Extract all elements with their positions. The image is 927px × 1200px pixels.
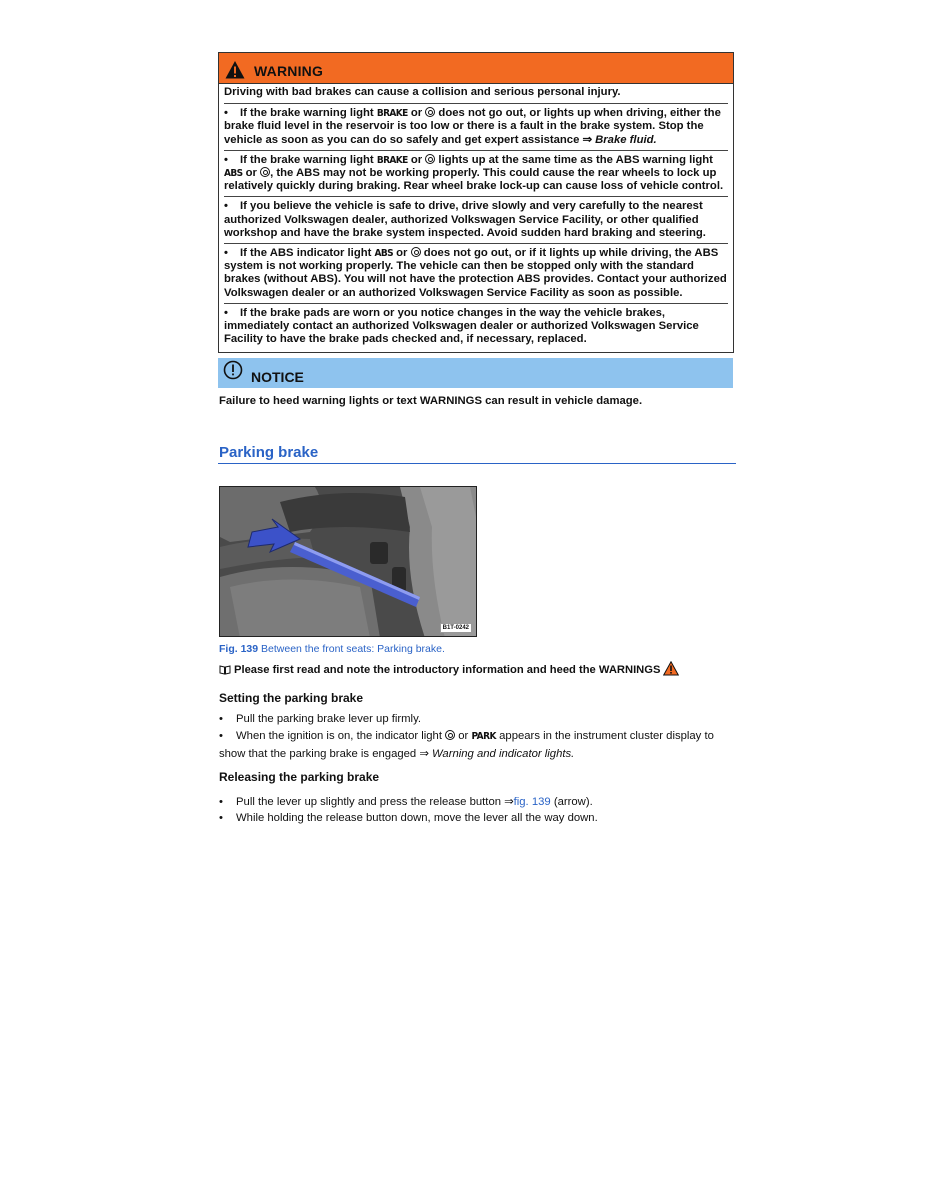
warning-item <box>224 304 728 350</box>
warning-text: , the ABS may not be working properly. This could cause the rear wheels to lock up relatively quickly during braking. Rear wheel brake lock-up can cause loss of vehicle control. <box>224 167 724 193</box>
warning-text: does not go out, or lights up when driving, either the brake fluid level in the reservoir is too low or there is a fault in the brake system. Stop the vehicle as soon as you can do so safely and get expert assistance ⇒ <box>224 107 721 146</box>
figure-caption-text: Between the front seats: Parking brake. <box>258 643 445 655</box>
releasing-step-text: While holding the release button down, move the lever all the way down. <box>236 812 598 824</box>
brake-fluid-ref: Brake fluid. <box>595 133 657 146</box>
setting-step-text: When the ignition is on, the indicator light <box>236 730 446 742</box>
warning-title: WARNING <box>254 63 324 79</box>
releasing-step <box>219 812 598 824</box>
warning-text: or <box>407 153 426 166</box>
bullet: • <box>224 306 228 319</box>
brake-circle-icon <box>425 107 435 117</box>
warning-text: does not go out, or if it lights up while driving, the ABS system is not working properly. The vehicle can then be stopped only with the standard brakes (without ABS). You will not have the protection ABS provides. Contact your authorized Volkswagen dealer or an authorized Volkswagen Service Facility as soon as possible. <box>224 247 727 299</box>
setting-step-text: or <box>455 730 472 742</box>
exclamation-circle-icon <box>223 360 243 380</box>
bullet: • <box>219 796 223 808</box>
read-first-text: Please first read and note the introductory information and heed the WARNINGS <box>234 664 661 676</box>
figure-label: Fig. 139 <box>219 643 259 655</box>
setting-step-text: Pull the parking brake lever up firmly. <box>236 713 422 725</box>
abs-symbol: ABS <box>224 168 243 180</box>
setting-step-text: show that the parking brake is engaged ⇒ <box>219 748 432 760</box>
abs-circle-icon <box>411 247 421 257</box>
warning-triangle-icon <box>663 661 679 676</box>
warning-lead: Driving with bad brakes can cause a collision and serious personal injury. <box>224 86 728 104</box>
setting-step-text: appears in the instrument cluster display to <box>496 730 714 742</box>
bullet: • <box>219 730 223 742</box>
setting-step-continued <box>219 747 574 760</box>
warning-triangle-icon <box>225 60 245 80</box>
warning-body <box>219 84 733 352</box>
setting-heading: Setting the parking brake <box>219 691 364 705</box>
brake-symbol: BRAKE <box>376 108 408 120</box>
setting-step <box>219 713 421 725</box>
warning-text: or <box>393 247 411 260</box>
bullet: • <box>224 107 228 120</box>
section-divider <box>218 463 736 464</box>
bullet: • <box>224 247 228 260</box>
warning-header <box>219 53 733 84</box>
notice-title: NOTICE <box>251 368 304 385</box>
warning-text: or <box>407 107 426 120</box>
brake-symbol: BRAKE <box>376 154 408 166</box>
setting-step <box>219 730 714 742</box>
brake-circle-icon <box>425 154 435 164</box>
releasing-step-text: (arrow). <box>550 796 593 808</box>
notice-text: Failure to heed warning lights or text WARNINGS can result in vehicle damage. <box>219 395 643 407</box>
warning-lights-ref: Warning and indicator lights. <box>431 748 575 760</box>
warning-text: If the brake warning light <box>240 107 377 120</box>
figure-code: B1T-0242 <box>440 623 472 633</box>
releasing-step <box>219 795 593 808</box>
figure-link[interactable]: fig. 139 <box>513 796 551 808</box>
warning-item <box>224 151 728 198</box>
section-title: Parking brake <box>219 444 319 461</box>
bullet: • <box>224 153 228 166</box>
warning-text: or <box>242 167 261 180</box>
releasing-heading: Releasing the parking brake <box>219 770 380 784</box>
park-symbol: PARK <box>471 731 496 742</box>
bullet: • <box>219 713 223 725</box>
parking-brake-illustration <box>220 487 477 637</box>
warning-text: lights up at the same time as the ABS warning light <box>435 153 713 166</box>
figure-caption <box>219 643 445 655</box>
releasing-step-text: Pull the lever up slightly and press the release button ⇒ <box>236 796 514 808</box>
abs-symbol: ABS <box>374 248 394 260</box>
bullet: • <box>219 812 223 824</box>
read-first-note <box>219 664 679 676</box>
notice-header <box>218 358 733 388</box>
warning-text: If the ABS indicator light <box>240 247 375 260</box>
book-icon <box>219 665 231 675</box>
parking-brake-figure <box>219 486 477 637</box>
warning-text: If the brake pads are worn or you notice changes in the way the vehicle brakes, immediately contact an authorized Volkswagen dealer or authorized Volkswagen Service Facility to have the brake pads checked and, if necessary, replaced. <box>224 306 699 346</box>
warning-text: If the brake warning light <box>240 153 377 166</box>
warning-item <box>224 244 728 304</box>
warning-text: If you believe the vehicle is safe to drive, drive slowly and very carefully to the nearest authorized Volkswagen dealer, authorized Volkswagen Service Facility, or other qualified workshop and have the brake system inspected. Avoid sudden hard braking and steering. <box>224 200 706 239</box>
warning-item <box>224 104 728 151</box>
brake-circle-icon <box>445 730 455 740</box>
abs-circle-icon <box>260 167 270 177</box>
warning-box <box>218 52 734 353</box>
warning-item <box>224 197 728 244</box>
bullet: • <box>224 200 228 213</box>
